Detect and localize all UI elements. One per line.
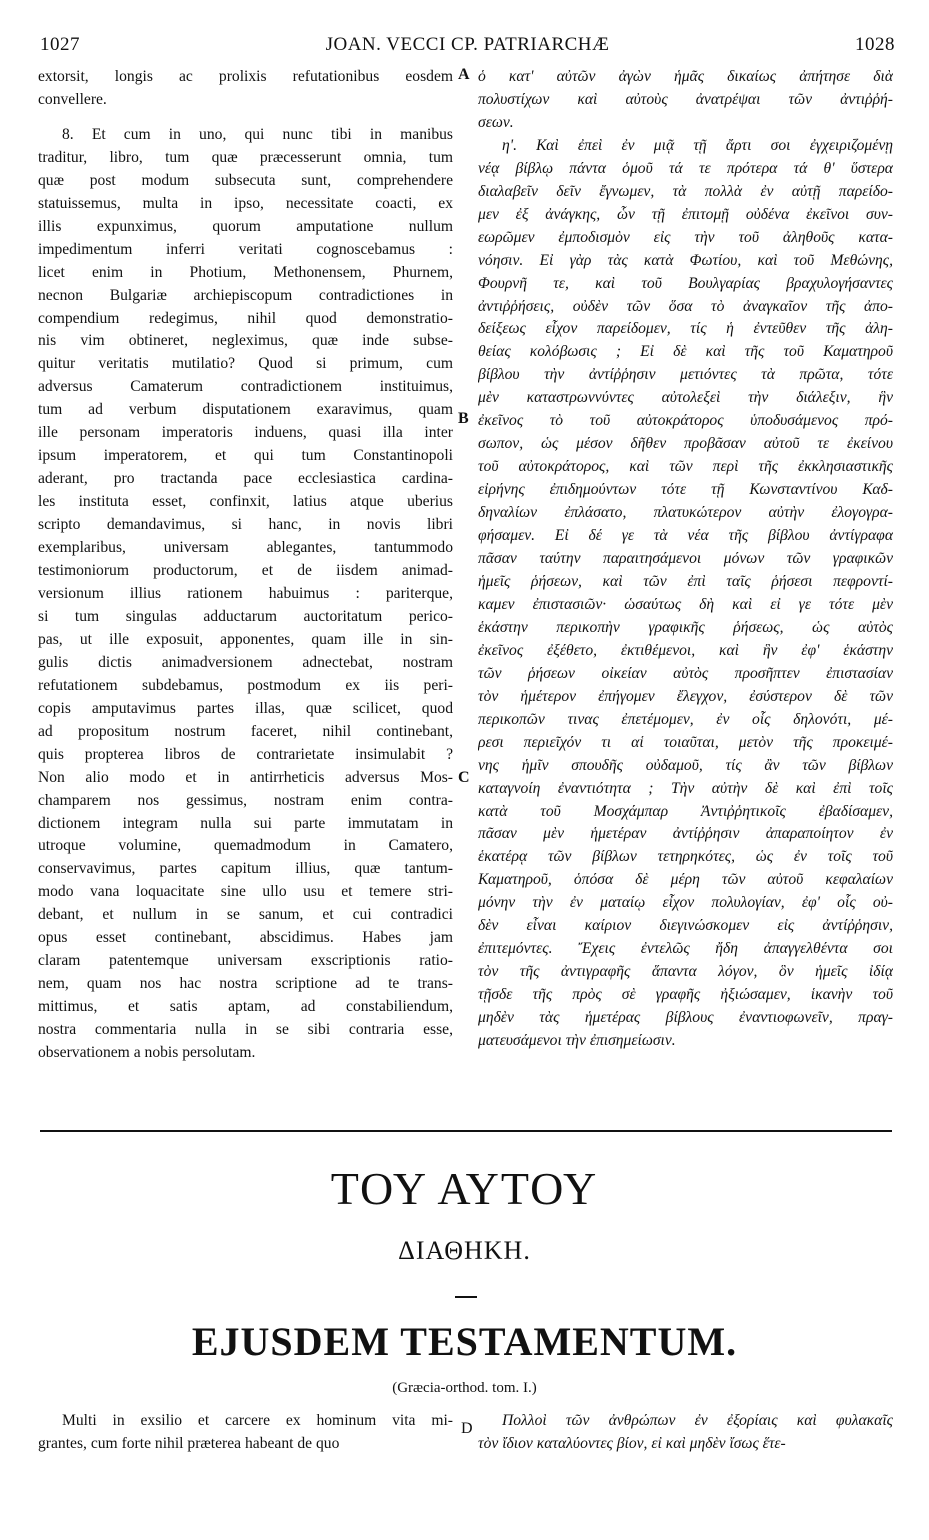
page-number-left: 1027 [40,34,80,55]
text-line: pas, ut ille exposuit, apponentes, quam ille in sin- [38,630,453,648]
text-line: φήσαμεν. Εἰ δέ γε τὰ νέα τῆς βίβλου ἀντίγραφα [478,527,893,545]
text-line: σωπον, ὡς μέσον δῆθεν προβᾶσαν αὐτοῦ τε ἐκείνου [478,435,893,453]
text-line: Multi in exsilio et carcere ex hominum vita mi- [62,1412,453,1429]
text-line: νης ἡμῖν σπουδῆς οὐδαμοῦ, τίς ἂν τῶν βίβλων [478,756,893,774]
section-title-greek: ΤΟΥ ΑΥΤΟΥ [330,1163,599,1214]
latin-column-2 [38,1410,453,1456]
text-line: adversus Camaterum contradictionem instituimus, [38,378,453,396]
text-line: refutationem subdebamus, postmodum ex iis peri- [38,676,453,694]
text-line: βίβλου τὴν ἀντίῤῥησιν μετιόντες τὰ πρῶτα, τότε [478,366,893,384]
text-line: gulis dictis animadversionem adnectebat, nostram [38,653,453,671]
text-line: conservavimus, partes capitum illius, quæ tantum- [38,860,453,878]
text-line: grantes, cum forte nihil præterea habeant de quo [38,1434,340,1452]
margin-marker-d: D [461,1420,473,1437]
text-line: nem, quam nos hac nostra scriptione ad te trans- [38,975,453,993]
text-line: θείας κολόβωσις ; Εἰ δὲ καὶ τῆς τοῦ Καματηροῦ [478,343,893,361]
text-line: ἑκατέρᾳ τῶν βίβλων τετηρηκότες, ὡς ἐν τοῖς τοῦ [478,848,893,866]
text-line: illis expunximus, quorum amputatione nullum [38,217,453,235]
text-line: impedimentum inferri veritati cognoscebamus : [38,240,453,258]
text-line: νέᾳ βίβλῳ πάντα ὁμοῦ τά τε πρότερα τά θ' ὕστερα [478,159,893,177]
text-line: Φουρνῆ τε, καὶ τοῦ Βουλγαρίας βραχυλογήσαντες [478,274,893,292]
text-line: necnon Bulgariæ archiepiscopum contradictiones in [38,286,453,304]
margin-marker-b: B [458,410,469,427]
text-line: εἰρήνης ἐπιδημούντων τότε τῇ Κωνσταντίνου Καδ- [478,481,893,499]
margin-marker-a: A [458,66,470,83]
text-line: licet enim in Photium, Methonensem, Phurnem, [38,263,453,281]
section-title-latin: EJUSDEM TESTAMENTUM. [191,1319,738,1364]
text-line: τὸν ἴδιον καταλύοντες βίον, εἰ καὶ μηδὲν ἴσως ἕτε- [478,1434,786,1452]
text-line: δείξεως εἶχον παρείδομεν, τίς ἡ ἐντεῦθεν τῆς ἀλη- [478,320,893,338]
text-line: aderant, pro tractanda pace ecclesiastica cardina- [38,470,453,488]
text-line: τὸν τῆς ἀντιγραφῆς ἅπαντα λόγον, ὃν ἡμεῖς ἰδίᾳ [478,963,893,981]
text-line: εωρῶμεν ἐμποδισμὸν εἰς τὴν τοῦ ἀληθοῦς κατα- [478,228,893,246]
text-line: τῇσδε τῆς πρὸς σὲ γραφῆς ἠξιώσαμεν, ἱκανὴν τοῦ [478,986,893,1004]
text-line: modo vana loquacitate sine ullo usu et temere stri- [38,883,453,901]
text-line: convellere. [38,90,107,108]
text-line: exemplaribus, universam ablegantes, tantummodo [38,539,453,557]
text-line: quis propterea libros de contrarietate insimulabit ? [38,745,453,763]
text-line: μὲν καταστρωννύντες αὐτολεξεὶ τὴν διάλεξιν, ἣν [478,389,893,407]
text-line: ad propositum nostrum faceret, nihil continebant, [38,722,453,740]
text-line: ἑκάστην περικοπὴν γραφικῆς ῥήσεως, ὡς αὐτὸς [478,618,893,636]
text-line: ματευσάμενοι τὴν ἐπισημείωσιν. [478,1032,676,1050]
text-line: μεν ἐξ ἀνάγκης, ὧν τῇ ἐπιτομῇ οὐδένα ἐκεῖνοι συν- [478,205,893,223]
text-line: ille personam imperatoris induens, quasi illa inter [38,424,453,442]
text-line: debant, et nullum in se sanum, et cui contradici [38,906,453,924]
section-divider [40,1130,892,1132]
text-line: si tum singulas adductarum auctoritatum perico- [38,607,453,625]
text-line: 8. Et cum in uno, qui nunc tibi in manibus [62,125,453,143]
text-line: καταγνοίη ἐναντιότητα ; Τὴν αὐτὴν δὲ καὶ ἐπὶ τοῖς [478,779,893,797]
running-header [40,34,895,62]
text-line: η'. Καὶ ἐπεὶ ἐν μιᾷ τῇ ἄρτι σοι ἐγχειριζομένῃ [502,136,893,154]
text-line: tum ad verbum disputationem exaravimus, quam [38,401,453,419]
text-line: testimoniorum productorum, et de iisdem animad- [38,562,453,580]
text-line: utroque volumine, quemadmodum in Camatero, [38,837,453,855]
text-line: ἐκεῖνος ἐξέθετο, ἐκτιθέμενοι, καὶ ἣν ἐφ' ἑκάστην [478,641,893,659]
text-line: πολυστίχων καὶ αὐτοὺς ἀνατρέψαι τῶν ἀντιῤῥή- [478,90,893,108]
text-line: versionum illius rationem habuimus : pariterque, [38,584,453,602]
text-line: διαλαβεῖν δεῖν ἔγνωμεν, τὰ πολλὰ ἐν αὐτῇ παρείδο- [478,182,893,200]
text-line: nostra commentaria nulla in se sibi contraria esse, [38,1021,453,1039]
text-line: Καματηροῦ, ὁπόσα δὲ μέρη τῶν αὐτοῦ κεφαλαίων [478,871,893,889]
text-line: claram patentemque universam exscriptionis ratio- [38,952,453,970]
page-number-right: 1028 [855,34,895,55]
text-line: observationem a nobis persolutam. [38,1044,256,1062]
text-line: extorsit, longis ac prolixis refutationibus eosdem [38,68,453,85]
text-line: quitur veritatis mutilatio? Quod si primum, cum [38,355,453,373]
title-separator [455,1296,477,1298]
text-line: τὸν ἡμέτερον ἐπήγομεν ἔλεγχον, ἐσύστερον δὲ τῶν [478,687,893,705]
text-line: περικοπῶν τινας ἐπετέμομεν, ἐν οἷς δηλονότι, μέ- [478,710,893,728]
section-subtitle-greek: ΔΙΑΘΗΚΗ. [398,1236,531,1265]
text-line: traditur, libro, tum quæ præcesserunt omnia, tum [38,148,453,166]
text-line: compendium redegimus, nihil quod demonstratio- [38,309,453,327]
text-line: πᾶσαν ταύτην παραιτησάμενοι μόνων τῶν γραφικῶν [478,550,893,568]
latin-column [38,66,453,1065]
text-line: Non alio modo et in antirrheticis adversus Mos- [38,768,453,786]
text-line: ἡμεῖς ῥήσεων, καὶ τῶν ἐπὶ ταῖς ῥήσεσι πεφροντί- [478,572,893,590]
text-line: μηδὲν τὰς ἡμετέρας βίβλους ἐναντιοφωνεῖν, πραγ- [478,1009,893,1027]
text-line: quæ post modum subsecuta sunt, comprehendere [38,171,453,189]
text-line: copis amputavimus partes illas, quæ scilicet, quod [38,699,453,717]
text-line: ipsum imperatorem, et qui tum Constantinopoli [38,447,453,465]
text-line: les instituta esset, confinxit, latius atque uberius [38,493,453,511]
text-line: νόησιν. Εἰ γὰρ τὰς κατὰ Φωτίου, καὶ τοῦ Μεθώνης, [478,251,893,269]
text-line: Πολλοὶ τῶν ἀνθρώπων ἐν ἐξορίαις καὶ φυλακαῖς [502,1412,893,1429]
source-note: (Græcia-orthod. tom. I.) [392,1380,537,1396]
text-line: ρεσι περιεῖχόν τι αἱ τοιαῦται, μετὸν τῆς προκειμέ- [478,733,893,751]
text-line: ὁ κατ' αὐτῶν ἀγὼν ἡμᾶς δικαίως ἀπήτησε διὰ [478,68,893,85]
greek-column-2 [478,1410,893,1456]
text-line: τῶν ῥήσεων οἰκείαν αὐτὸς προσῆπτεν ἐπιστασίαν [478,664,893,682]
text-line: δηναλίων ἐπλάσατο, πλατυκώτερον αὐτὴν ἐλογογρα- [478,504,893,522]
greek-column [478,66,893,1053]
text-line: ἐπιτεμόντες. Ἔχεις ἐντελῶς ἤδη ἀπαγγελθέντα σοι [478,940,893,958]
text-line: ἐκεῖνος τὸ τοῦ αὐτοκράτορος ὑποδυσάμενος πρό- [478,412,893,430]
text-line: nis vim obtineret, negleximus, quæ inde subse- [38,332,453,350]
text-line: dictionem integram nulla sui parte immutatam in [38,814,453,832]
text-line: mittimus, et satis aptam, ad constabiliendum, [38,998,453,1016]
running-title: JOAN. VECCI CP. PATRIARCHÆ [325,34,610,55]
text-line: statuissemus, multa in ipso, necessitate coacti, ex [38,194,453,212]
text-line: δὲν εἶναι καίριον διεγινώσκομεν εἰς ἀντίῤῥησιν, [478,917,893,935]
text-line: πᾶσαν μὲν ἡμετέραν ἀντίῤῥησιν ἀπαραποίητον ἐν [478,825,893,843]
text-line: opus esset continebant, abscidimus. Habes jam [38,929,453,947]
text-line: τοῦ αὐτοκράτορος, καὶ τῶν περὶ τῆς ἐκκλησιαστικῆς [478,458,893,476]
text-line: σεων. [478,113,514,131]
margin-marker-c: C [458,769,470,786]
text-line: μόνην τὴν ἐν ματαίῳ εἶχον πολυλογίαν, ἐφ' οἷς οὐ- [478,894,893,912]
text-line: ἀντιῤῥήσεις, οὐδὲν τῶν ὅσα τὸ ἀναγκαῖον τῆς ἀπο- [478,297,893,315]
text-line: champarem nos gessimus, nostram enim contra- [38,791,453,809]
text-line: καμεν ἐπιστασιῶν· ὡσαύτως δὴ καὶ εἰ γε τότε μὲν [478,595,893,613]
text-line: scripto demandavimus, si hanc, in novis libri [38,516,453,534]
text-line: κατὰ τοῦ Μοσχάμπαρ Ἀντιῤῥητικοῖς ἐβαδίσαμεν, [478,802,893,820]
